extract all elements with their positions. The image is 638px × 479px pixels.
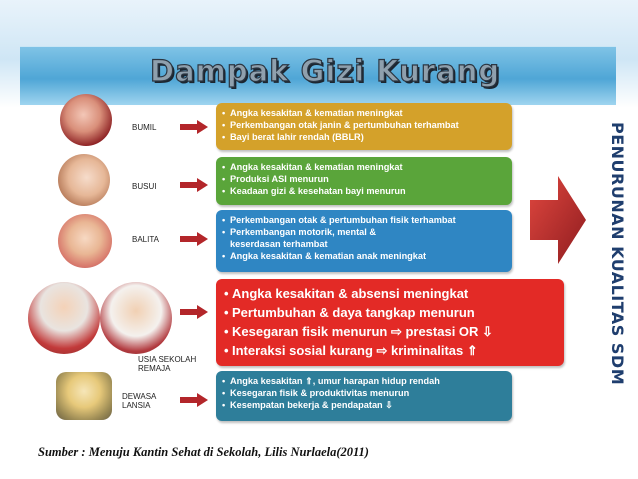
group-label-busui: BUSUI [132,182,157,191]
list-item: • Keadaan gizi & kesehatan bayi menurun [222,186,406,196]
group-label-remaja [138,355,196,373]
group-label-line: USIA SEKOLAH [138,355,197,364]
list-item: • Perkembangan otak janin & pertumbuhan terhambat [222,120,459,130]
group-label-line: REMAJA [138,364,171,373]
list-item: • Angka kesakitan & kematian meningkat [222,108,403,118]
arrow-right-icon [180,305,208,319]
vertical-label: PENURUNAN KUALITAS SDM [608,122,627,386]
arrow-right-icon [180,393,208,407]
list-item: • Pertumbuhan & daya tangkap menurun [224,305,475,320]
list-item: • Perkembangan otak & pertumbuhan fisik terhambat [222,215,456,225]
toddler-photo [58,214,112,268]
pregnant-woman-photo [60,94,112,146]
elderly-people-photo [56,372,112,420]
school-children-photo [28,282,100,354]
group-label-line: DEWASA [122,392,157,401]
large-arrow-right-icon [530,176,586,264]
list-item: • Angka kesakitan & absensi meningkat [224,286,469,301]
list-item: • Bayi berat lahir rendah (BBLR) [222,132,364,142]
impact-box-busui [216,157,512,205]
group-label-bumil: BUMIL [132,123,157,132]
impact-box-balita [216,210,512,272]
school-children-photo [100,282,172,354]
impact-box-bumil [216,103,512,150]
list-item: • Angka kesakitan & kematian meningkat [222,162,403,172]
list-item: • Interaksi sosial kurang ⇨ kriminalitas ⇑ [224,343,478,358]
impact-box-lansia [216,371,512,421]
group-label-balita: BALITA [132,235,159,244]
list-item: • Perkembangan motorik, mental & [222,227,377,237]
list-item: • Angka kesakitan & kematian anak meningkat [222,251,427,261]
group-label-lansia [122,392,156,410]
list-item: keserdasan terhambat [230,239,328,249]
list-item: • Kesempatan bekerja & pendapatan ⇩ [222,400,393,410]
impact-box-remaja [216,279,564,366]
group-label-line: LANSIA [122,401,151,410]
arrow-right-icon [180,120,208,134]
page-title: Dampak Gizi Kurang [150,54,501,88]
list-item: • Produksi ASI menurun [222,174,329,184]
arrow-right-icon [180,232,208,246]
source-citation: Sumber : Menuju Kantin Sehat di Sekolah, Lilis Nurlaela(2011) [38,445,369,459]
list-item: • Kesegaran fisik menurun ⇨ prestasi OR ⇩ [224,324,493,339]
breastfeeding-mother-photo [58,154,110,206]
arrow-right-icon [180,178,208,192]
list-item: • Angka kesakitan ⇑, umur harapan hidup rendah [222,376,440,386]
list-item: • Kesegaran fisik & produktivitas menurun [222,388,410,398]
